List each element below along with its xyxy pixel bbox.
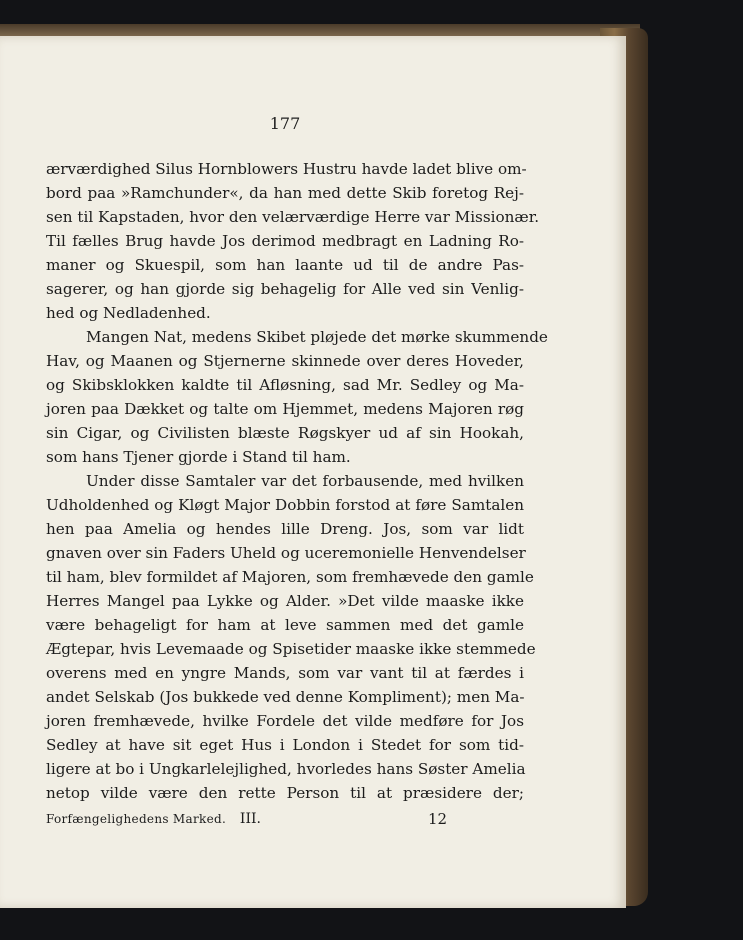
text-line: sen til Kapstaden, hvor den velærværdige Herre var Missionær.: [46, 208, 540, 226]
text-line: og Skibsklokken kaldte til Afløsning, sad Mr. Sedley og Ma-: [46, 376, 524, 394]
text-line: gnaven over sin Faders Uheld og uceremonielle Henvendelser: [46, 544, 526, 562]
footer-signature: Forfængelighedens Marked.: [46, 812, 227, 826]
text-line: maner og Skuespil, som han laante ud til de andre Pas-: [46, 256, 524, 274]
text-line: Ægtepar, hvis Levemaade og Spisetider maaske ikke stemmede: [46, 640, 536, 658]
text-line: joren paa Dækket og talte om Hjemmet, medens Majoren røg: [46, 400, 524, 418]
footer-volume: III.: [239, 811, 261, 827]
text-line: være behageligt for ham at leve sammen med det gamle: [46, 616, 524, 634]
text-line: joren fremhævede, hvilke Fordele det vilde medføre for Jos: [46, 712, 524, 730]
text-line: hen paa Amelia og hendes lille Dreng. Jos, som var lidt: [46, 520, 524, 538]
text-line: ligere at bo i Ungkarlelejlighed, hvorledes hans Søster Amelia: [46, 760, 526, 778]
footer-sheet-number: 12: [428, 810, 448, 828]
page-footer: [46, 809, 446, 829]
text-line: andet Selskab (Jos bukkede ved denne Kompliment); men Ma-: [46, 688, 525, 706]
body-text: [46, 157, 548, 805]
text-line: Hav, og Maanen og Stjernerne skinnede over deres Hoveder,: [46, 352, 524, 370]
text-line: Til fælles Brug havde Jos derimod medbragt en Ladning Ro-: [46, 232, 524, 250]
text-line: Herres Mangel paa Lykke og Alder. »Det vilde maaske ikke: [46, 592, 524, 610]
page-number: 177: [269, 114, 301, 133]
text-line: Udholdenhed og Kløgt Major Dobbin forstod at føre Samtalen: [46, 496, 524, 514]
text-line: hed og Nedladenhed.: [46, 304, 211, 322]
text-line: Mangen Nat, medens Skibet pløjede det mørke skummende: [86, 328, 548, 346]
text-line: som hans Tjener gjorde i Stand til ham.: [46, 448, 351, 466]
text-line: netop vilde være den rette Person til at præsidere der;: [46, 784, 524, 802]
text-line: Sedley at have sit eget Hus i London i Stedet for som tid-: [46, 736, 524, 754]
text-line: sin Cigar, og Civilisten blæste Røgskyer ud af sin Hookah,: [46, 424, 524, 442]
text-line: bord paa »Ramchunder«, da han med dette Skib foretog Rej-: [46, 184, 524, 202]
text-line: sagerer, og han gjorde sig behagelig for Alle ved sin Venlig-: [46, 280, 524, 298]
book-page: [0, 36, 626, 908]
text-line: til ham, blev formildet af Majoren, som fremhævede den gamle: [46, 568, 534, 586]
text-line: ærværdighed Silus Hornblowers Hustru havde ladet blive om-: [46, 160, 527, 178]
text-line: overens med en yngre Mands, som var vant til at færdes i: [46, 664, 524, 682]
text-line: Under disse Samtaler var det forbausende, med hvilken: [86, 472, 524, 490]
